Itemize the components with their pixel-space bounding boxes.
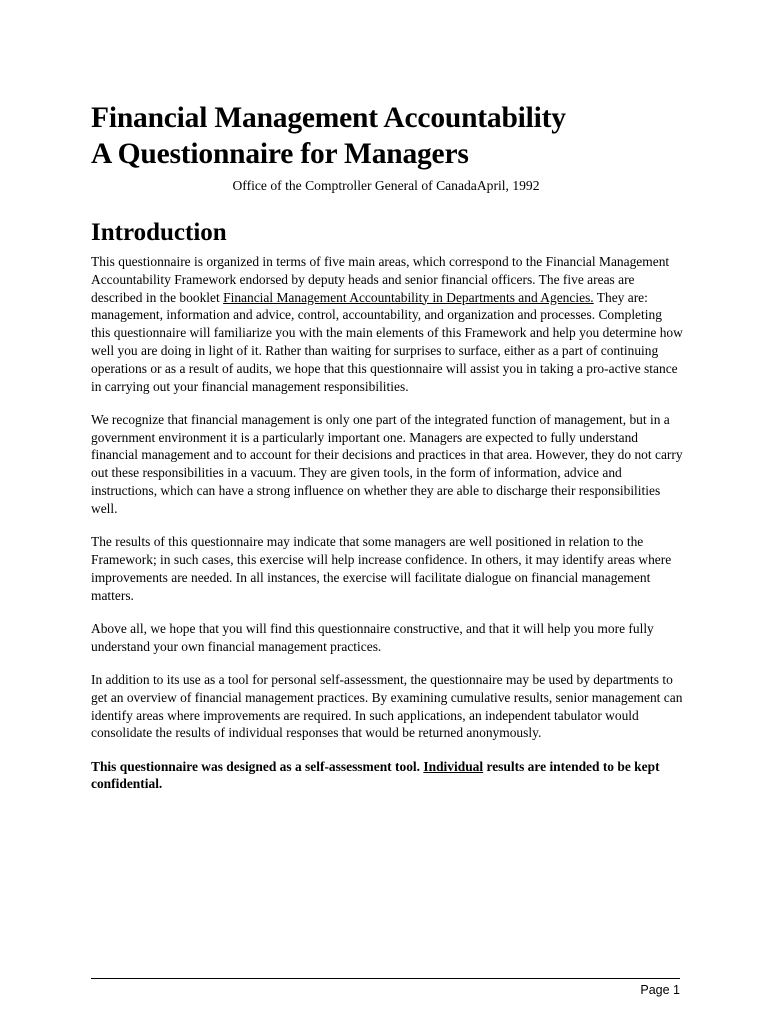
paragraph-1-text-before: This questionnaire is organized in terms of five main areas, which correspond to the Financial Management Accountability Framework endorsed by deputy heads and senior financial officers. The five areas are described in the booklet xyxy=(91,254,670,305)
paragraph-1 xyxy=(91,253,683,395)
paragraph-1-text-after: They are: management, information and advice, control, accountability, and organization and processes. Completing this questionnaire will familiarize you with the main elements of this Framework and help you determine how well you are doing in light of it. Rather than waiting for surprises to surface, either as a part of continuing operations or as a result of audits, we hope that this questionnaire will assist you in taking a pro-active stance in carrying out your financial management responsibilities. xyxy=(91,289,683,394)
paragraph-3: The results of this questionnaire may indicate that some managers are well positioned in relation to the Framework; in such cases, this exercise will help increase confidence. In others, it may identify areas where improvements are needed. In all instances, the exercise will facilitate dialogue on financial management matters. xyxy=(91,534,672,603)
section-heading-introduction: Introduction xyxy=(91,219,227,246)
paragraph-5: In addition to its use as a tool for personal self-assessment, the questionnaire may be used by departments to get an overview of financial management practices. By examining cumulative results, senior management can identify areas where improvements are required. In such applications, an independent tabulator would consolidate the results of individual responses that would be returned anonymously. xyxy=(91,671,683,741)
footer-divider xyxy=(91,978,680,979)
document-subtitle: Office of the Comptroller General of CanadaApril, 1992 xyxy=(232,178,540,193)
paragraph-4: Above all, we hope that you will find this questionnaire constructive, and that it will help you more fully understand your own financial management practices. xyxy=(91,620,654,654)
booklet-title-reference: Financial Management Accountability in Departments and Agencies. xyxy=(223,289,594,305)
confidentiality-note-text-before: This questionnaire was designed as a self-assessment tool. xyxy=(91,758,424,774)
document-title-line-2: A Questionnaire for Managers xyxy=(91,138,469,170)
introduction-body xyxy=(91,253,683,809)
confidentiality-note-emphasis: Individual xyxy=(423,758,484,774)
document-title xyxy=(91,100,566,172)
confidentiality-note xyxy=(91,758,683,794)
confidentiality-note-text-after: results are intended to be kept confidential. xyxy=(91,758,660,792)
document-title-line-1: Financial Management Accountability xyxy=(91,102,566,134)
paragraph-2: We recognize that financial management is only one part of the integrated function of management, but in a government environment it is a particularly important one. Managers are expected to fully understand financial management and to account for their decisions and practices in that area. However, they do not carry out these responsibilities in a vacuum. They are given tools, in the form of information, advice and instructions, which can have a strong influence on whether they are able to discharge their responsibilities well. xyxy=(91,411,683,516)
page-number: Page 1 xyxy=(640,983,680,997)
